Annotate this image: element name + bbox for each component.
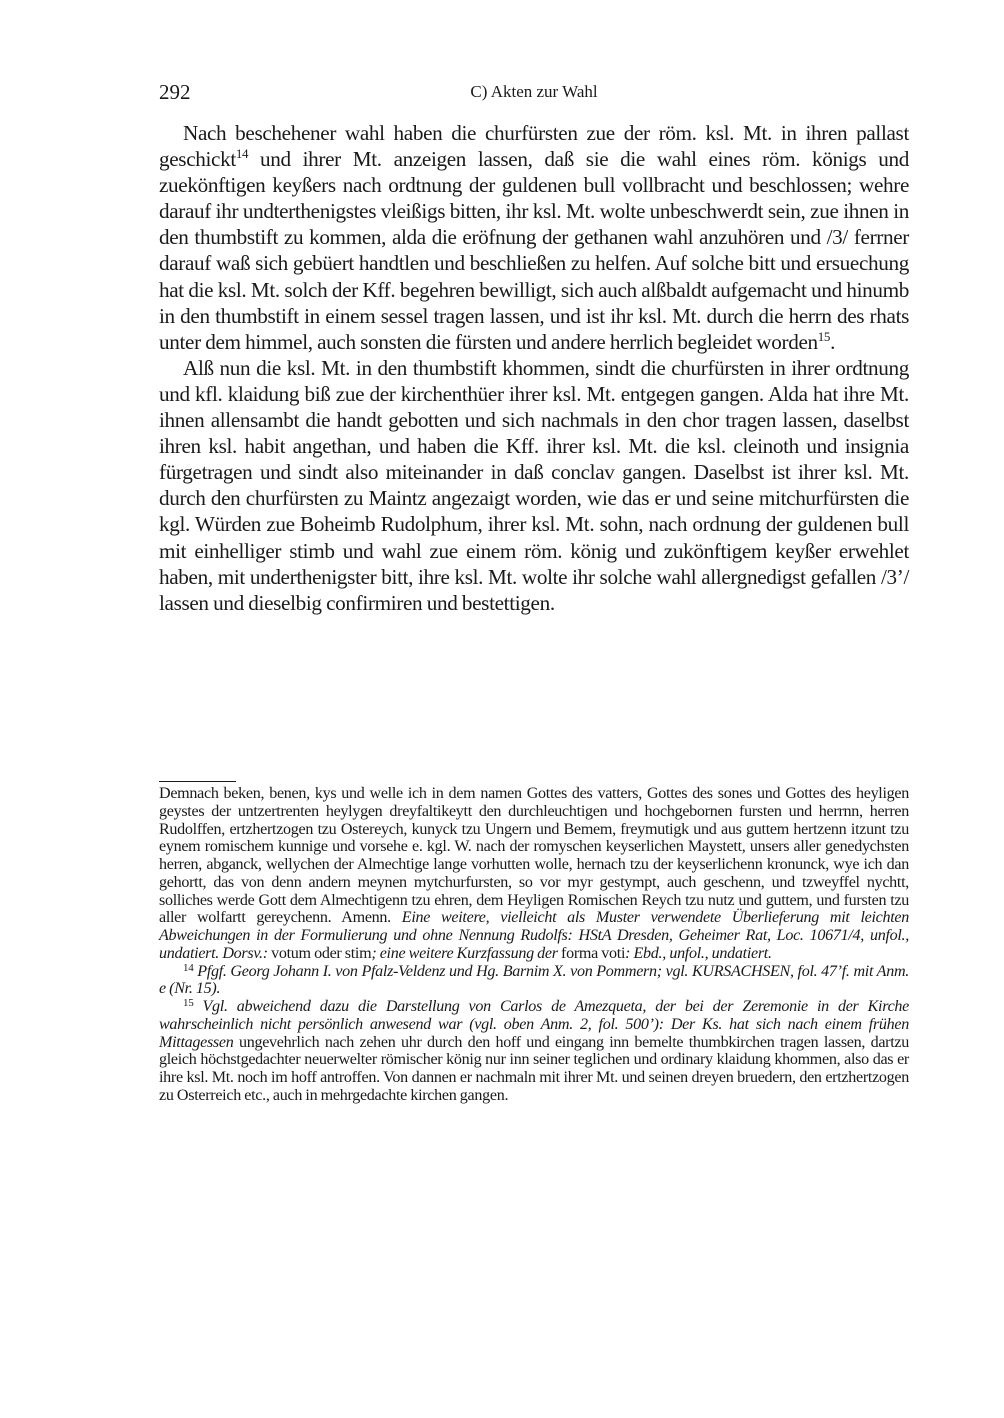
italic-segment: ; eine weitere Kurzfassung der (371, 944, 558, 962)
italic-segment: Pfgf. Georg Johann I. von Pfalz-Veldenz und Hg. Barnim X. von Pommern; vgl. KURSACHSEN, fol. 47’f. mit Anm. e (Nr. 15). (159, 962, 909, 998)
text-segment: ungevehrlich nach zehen uhr durch den hoff und eingang inn bemelte thumbkirchen tragen lassen, dartzu gleich höchstgedachter neuerwelter römischer könig nur inn seiner teglichen und ordinary klaidung khommen, also das er ihre ksl. Mt. noch im hoff antroffen. Von dannen er nachmaln mit ihrer Mt. und seinen dreyen bruedern, den ertzhertzogen zu Osterreich etc., auch in mehrgedachte kirchen gangen. (159, 1033, 909, 1104)
page-header (159, 80, 909, 106)
footnote-number: 15 (183, 997, 194, 1009)
text-segment: forma voti (557, 944, 626, 962)
text-segment: Alß nun die ksl. Mt. in den thumbstift khommen, sindt die churfürsten in ihrer ordtnung und kfl. klaidung biß zue der kirchenthüer ihrer ksl. Mt. entgegen gangen. Alda hat ihre Mt. ihnen allensambt die handt gebotten und sich nachmals in den chor tragen lassen, daselbst ihren ksl. habit angethan, und haben die Kff. ihrer ksl. Mt. die ksl. cleinoth und insignia fürgetragen und sindt also miteinander in daß conclav gangen. Daselbst ist ihrer ksl. Mt. durch den churfürsten zu Maintz angezaigt worden, wie das er und seine mitchurfürsten die kgl. Würden zue Boheimb Rudolphum, ihrer ksl. Mt. sohn, nach ordnung der guldenen bull mit einhelliger stimb und wahl zue einem röm. könig und zukönftigem keyßer erwehlet haben, mit underthenigster bitt, ihre ksl. Mt. wolte ihr solche wahl allergnedigst gefallen /3’/ lassen und dieselbig confirmiren und bestettigen. (159, 355, 909, 615)
footnote-number: 14 (183, 961, 194, 974)
paragraph-1 (159, 120, 909, 355)
footnotes (159, 785, 909, 1105)
footnote-continuation (159, 785, 909, 963)
text-segment: . (830, 329, 836, 354)
text-segment: votum oder stim (267, 944, 372, 962)
running-head: C) Akten zur Wahl (470, 82, 598, 101)
text-segment: Nach beschehener wahl haben die churfürsten zue der röm. ksl. Mt. in ihren pallast geschickt (159, 121, 909, 172)
italic-segment: Vgl. abweichend dazu die Darstellung von Carlos de Amezqueta, der bei der Zeremonie in der Kirche wahrscheinlich nicht persönlich anwesend war (vgl. oben Anm. 2, fol. 500’): Der Ks. hat sich nach einem frühen Mittagessen (159, 998, 909, 1051)
paragraph-2 (159, 355, 909, 616)
italic-segment: : Ebd., unfol., undatiert. (625, 944, 772, 962)
footnote-15 (159, 998, 909, 1105)
footnote-14 (159, 963, 909, 999)
italic-segment: Eine weitere, vielleicht als Muster verwendete Überlieferung mit leichten Abweichungen in der Formulierung und ohne Nennung Rudolfs: HStA Dresden, Geheimer Rat, Loc. 10671/4, unfol., undatiert. Dorsv.: (159, 909, 909, 962)
main-text (159, 120, 909, 616)
page-number: 292 (159, 80, 191, 104)
text-segment: Demnach beken, benen, kys und welle ich in dem namen Gottes des vatters, Gottes des sones und Gottes des heyligen geystes der untzertrenten heylygen dreyfaltikeytt den durchleuchtigen und hochgebornen fursten und herrnn, herren Rudolffen, ertzhertzogen tzu Ostereych, kunyck tzu Ungern und Bemem, freymutigk und aus guttem hertzenn itzunt tzu eynem romischem kunnige und vorsehe e. kgl. W. nach der romyschen keyserlichen Maystett, unsers aller genedychsten herren, abganck, wellychen der Almechtige lange vorhutten wolle, hernach tzu der keyserlichenn kronunck, wye ich dan gehortt, das von denn andern meynen mytchurfursten, so vor myr gestympt, auch geschenn, und tzweyffel nychtt, solliches werde Gott dem Almechtigenn tzu ehren, dem Heyligen Romischen Reych tzu nutz und guttem, und fursten tzu aller wolfartt gereychenn. Amenn. (159, 785, 909, 927)
footnote-divider (159, 781, 236, 782)
text-segment: und ihrer Mt. anzeigen lassen, daß sie die wahl eines röm. königs und zuekönftigen keyßers nach ordtnung der guldenen bull vollbracht und beschlossen; wehre darauf ihr undterthenigstes vleißigs bitten, ihr ksl. Mt. wolte unbeschwerdt sein, zue ihnen in den thumbstift zu kommen, alda die eröfnung der gethanen wahl anzuhören und /3/ ferrner darauf waß sich gebüert handtlen und beschließen zu helfen. Auf solche bitt und ersuechung hat die ksl. Mt. solch der Kff. begehren bewilligt, sich auch alßbaldt aufgemacht und hinumb in den thumbstift in einem sessel tragen lassen, und ist ihr ksl. Mt. durch die herrn des rhats unter dem himmel, auch sonsten die fürsten und andere herrlich begleidet worden (159, 147, 909, 354)
footnote-ref-14[interactable]: 14 (235, 146, 249, 162)
footnote-ref-15[interactable]: 15 (817, 328, 831, 344)
